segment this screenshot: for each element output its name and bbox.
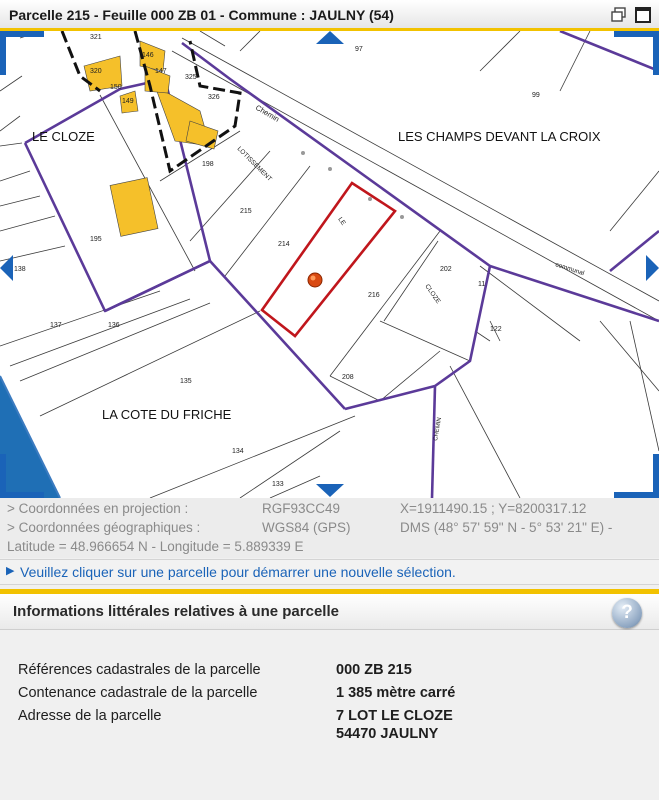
pan-left-icon[interactable] <box>0 255 13 281</box>
parcel-number: 147 <box>155 68 167 75</box>
parcel-number: 146 <box>142 52 154 59</box>
maximize-icon[interactable] <box>634 6 652 24</box>
title-bar <box>0 0 659 31</box>
parcel-number: 136 <box>108 322 120 329</box>
place-name-champs: LES CHAMPS DEVANT LA CROIX <box>398 129 601 144</box>
road-label-chemin-vertical: CHEMIN <box>433 416 444 442</box>
pan-up-icon[interactable] <box>316 31 344 44</box>
place-name-cote: LA COTE DU FRICHE <box>102 407 232 422</box>
parcel-number: 133 <box>272 481 284 488</box>
projection-system: RGF93CC49 <box>262 501 341 516</box>
geo-label: > Coordonnées géographiques : <box>7 520 201 535</box>
parcel-number: 135 <box>180 378 192 385</box>
parcel-number: 134 <box>232 448 244 455</box>
message-bar <box>0 559 659 585</box>
parcel-number: 198 <box>202 161 214 168</box>
road-label-le: LE <box>336 216 347 227</box>
parcel-number: 325 <box>185 74 197 81</box>
parcel-number: 137 <box>50 322 62 329</box>
parcel-number: 326 <box>208 94 220 101</box>
parcel-number: 99 <box>532 92 540 99</box>
parcel-number: 216 <box>368 292 380 299</box>
geo-dms: DMS (48° 57' 59" N - 5° 53' 21" E) - <box>400 520 613 535</box>
parcel-number: 122 <box>490 326 502 333</box>
info-panel-title: Informations littérales relatives à une parcelle <box>13 603 339 620</box>
info-panel-body <box>0 630 659 800</box>
projection-label: > Coordonnées en projection : <box>7 501 189 516</box>
info-panel-header <box>0 594 659 630</box>
parcel-number: 215 <box>240 208 252 215</box>
parcel-number: 320 <box>90 68 102 75</box>
help-icon[interactable]: ? <box>612 598 642 628</box>
parcel-number: 321 <box>90 34 102 41</box>
parcel-number: 202 <box>440 266 452 273</box>
window-title: Parcelle 215 - Feuille 000 ZB 01 - Commune : JAULNY (54) <box>9 7 394 23</box>
parcel-number: 208 <box>342 374 354 381</box>
instruction-message: Veuillez cliquer sur une parcelle pour démarrer une nouvelle sélection. <box>20 564 456 580</box>
road-label-lotissement: LOTISSEMENT <box>235 145 273 183</box>
address-line1: 7 LOT LE CLOZE <box>336 708 453 724</box>
area-value: 1 385 mètre carré <box>336 685 456 701</box>
parcel-number: 11 <box>478 281 486 288</box>
arrow-right-icon: ▶ <box>6 565 15 577</box>
cadastral-map[interactable] <box>0 31 659 498</box>
address-label: Adresse de la parcelle <box>18 708 162 724</box>
road-label-cloze: CLOZE <box>423 283 442 305</box>
projection-value: X=1911490.15 ; Y=8200317.12 <box>400 501 587 516</box>
parcel-number: 97 <box>355 46 363 53</box>
area-label: Contenance cadastrale de la parcelle <box>18 685 258 701</box>
parcel-number: 149 <box>122 98 134 105</box>
parcel-number: 195 <box>90 236 102 243</box>
geo-system: WGS84 (GPS) <box>262 520 351 535</box>
road-label-chemin: Chemin <box>254 102 281 124</box>
address-line2: 54470 JAULNY <box>336 726 439 742</box>
pan-right-icon[interactable] <box>646 255 659 281</box>
road-label-communal: communal <box>554 261 586 278</box>
parcel-number: 214 <box>278 241 290 248</box>
coordinates-panel <box>0 498 659 558</box>
restore-icon[interactable] <box>610 6 628 24</box>
parcel-number: 138 <box>14 266 26 273</box>
pan-down-icon[interactable] <box>316 484 344 497</box>
reference-label: Références cadastrales de la parcelle <box>18 662 261 678</box>
parcel-number: 150 <box>110 84 122 91</box>
reference-value: 000 ZB 215 <box>336 662 412 678</box>
geo-decimal: Latitude = 48.966654 N - Longitude = 5.889339 E <box>7 539 304 554</box>
place-name-le-cloze: LE CLOZE <box>32 129 95 144</box>
